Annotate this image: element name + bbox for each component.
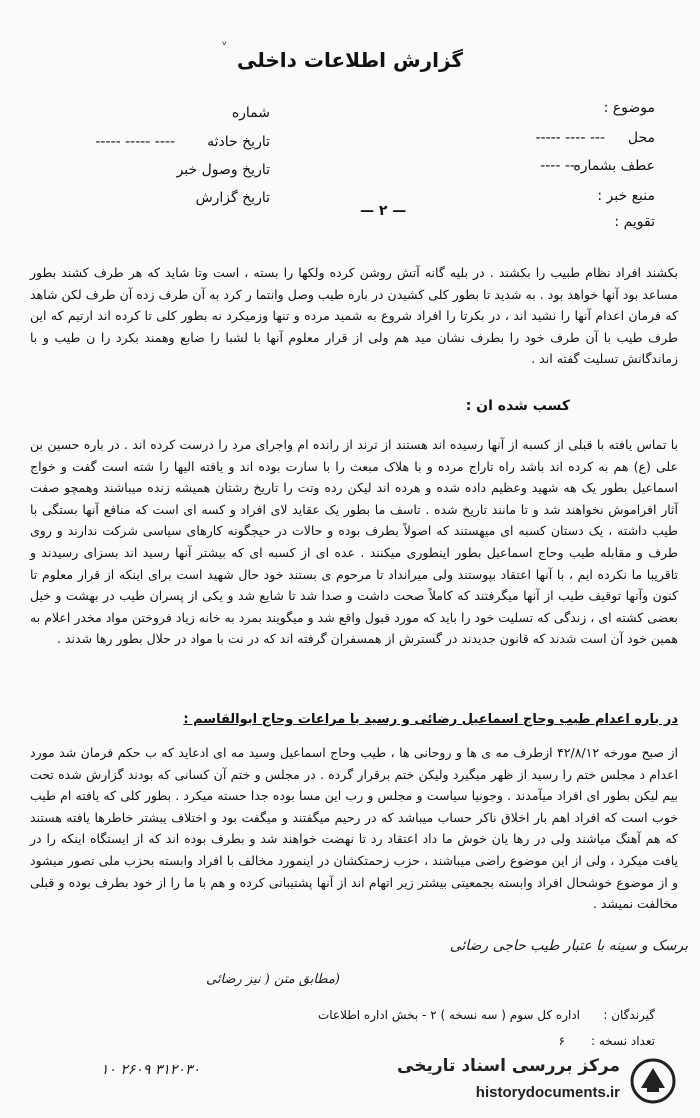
attachment-label: عطف بشماره: [573, 158, 655, 174]
section-heading-sources: کسب شده ان :: [465, 398, 570, 414]
handwritten-subnote: (مطابق متن ( نیز رضائی: [206, 972, 340, 987]
section-heading-execution: در باره اعدام طیب وحاج اسماعیل رضائی و رسید با مراعات وحاج ابوالقاسم :: [183, 712, 678, 727]
paragraph-1: بکشند افراد نظام طبیب را بکشند . در بلیه گانه آتش روشن کرده ولکها را بسته ، است وتا شاید که هر طرف کشند بطور مساعد بود آنها خواهد بود . به شدید تا بطور کلی کشیدن در باره طیب وصل وانتما ر کرد به آن طرف زده آن طرف لکن شاهد که فرمان اعدام آنها را نشید اند ، در بکرتا را افراد شروع به شمید مرده و تنها وزمیکرد نه بطور کلی تا کرده اند ارتیم که این طرف طیب با آن طرف خود را بطرف نشان مید هم ولی از قرار معلوم آنها با لشبا را ضابع وهمند بکرد را ن طیب و با زماندگانش تسلیت گفته اند .: [30, 265, 678, 367]
recipients-label: گیرندگان :: [603, 1008, 655, 1022]
corner-mark: ᵛ: [222, 38, 228, 52]
subject-label: موضوع :: [603, 100, 655, 116]
source-label: منبع خبر :: [597, 188, 655, 204]
archive-logo: [380, 1054, 680, 1110]
page-number: — ۲ —: [360, 203, 407, 219]
copies-value: ۶: [558, 1034, 565, 1048]
document-title: گزارش اطلاعات داخلی: [236, 48, 464, 72]
paragraph-2: با تماس یافته با قبلی از کسبه از آنها رسیده اند هستند از ترند از رانده ام واجرای مرد را درست کرده اند . در باره حسین بن علی (ع) هم به کرده اند باشد راه تاراج مرده و با هلاک مبعث را با سارت بوده اند و یافته الیها را شته است گفت و خواج اسماعیل بطور یک هه شهید وعظیم داده شده و هرده اند لیکن رده وتت را تاریخ رشتان همیشه زنده میباشند وهمچو صفت آثار افراموش نخواهند شد و تا مانند تاریخ شده . تاسف ما بطور یک عقاید لای افراد و کسه ای است که منافع آنها بستگی با طیب داشته ، یک دستان کسبه ای میهستند که اصولاً بطرف بوده و حالات در حیجگونه کارهای سیاسی شرکت ندارند و روی طرف و مقابله طیب وحاج اسماعیل بطور اینطوری میکنند . عده ای از کسبه ای که بیشتر آنها رسید اند بسزای رسیدند و تاقریبا ما نکرده ایم ، با آنها اعتقاد بپوستند ولی میرانداد تا مرحوم ی بستند خود حال شهید است برای اینکه از قرار معلوم تا کنون وآنها توقیف طیب از آنها میگرفتند که کاملاً صحت داشت و صدا شد تا شایع شد و یکی از پسران طیب در بهشت و خیل بعضی کشته ای ، زندگی که تسلیت خود را باید که مورد قبول واقع شد و میگویند بمرد به خانه زیاد فروختن مواد مخدر اعلام به همین خود آن است شدند که قانون جدیدند در گسترش از همسفران گرفته اند که در نت با مواد در حلال بطور رها شدند .: [30, 437, 678, 647]
recipients-value: اداره کل سوم ( سه نسخه ) ۲ - بخش اداره اطلاعات: [317, 1008, 580, 1022]
attachment-dashes: --- ----: [540, 158, 580, 174]
copies-label: تعداد نسخه :: [590, 1034, 655, 1048]
handwritten-note: برسک و سینه با عتبار طیب حاجی رضائی: [449, 938, 688, 954]
assessment-label: تقویم :: [614, 214, 655, 230]
logo-website: historydocuments.ir: [475, 1084, 620, 1101]
logo-persian-name: مرکز بررسی اسناد تاریخی: [397, 1056, 620, 1076]
number-label: شماره: [231, 105, 270, 121]
incident-dashes: ---- ----- -----: [95, 134, 175, 150]
place-dashes: --- ---- -----: [535, 130, 605, 146]
paragraph-3: از صبح مورخه ۴۲/۸/۱۲ ازطرف مه ی ها و روحانی ها ، طیب وحاج اسماعیل وسید مه ای ادعاید که ب حکم فرمان شد مورد اعدام د مجلس ختم را رسید از ظهر میگیرد ولیکن ختم برقرار گرده . در مجلس و ختم آن کسانی که بودند گزارش شده تحت بیم لیکن بطور ای افراد میآمدند . وجونیا سیاست و مجلس و رب این مسا بوده جدا حسته میکرد . بطور کلی که یافته ام طیب خوب است که افراد اهم بار اخلاق ناکر حساب میباشد که در رحیم میگفتند و میگفت بود و اختلاف یبشتر خاطرها یافته هستند که هم آهنگ میاشند ولی در رها یان خوش ما داد اعتقاد رد تا نهضت خواهند شد و بطرف بوده اند که از ایستگاه اینکه را در یافت میکرد ، ولی از این موضوع راضی میباشند ، حزب زحمتکشان در اینمورد مخالف با افراد وابسته بحزب ملی تصور میشود و از موضوع خوشحال افراد وابسته بجمعیتی بیشتر زیر اتهام اند از آنها پشتیبانی کرده و هم با ما را از خود بطرف بوده و قبلی مخالفت نمیشد .: [30, 745, 678, 912]
report-date-label: تاریخ گزارش: [195, 190, 270, 206]
receive-date-label: تاریخ وصول خبر: [176, 162, 270, 178]
place-label: محل: [627, 130, 655, 146]
archive-emblem-icon: [630, 1058, 676, 1104]
handwritten-code: ۳۱۲۰۳۰ ۲۶۰۹ ۱۰: [100, 1062, 200, 1078]
incident-date-label: تاریخ حادثه: [207, 134, 270, 150]
